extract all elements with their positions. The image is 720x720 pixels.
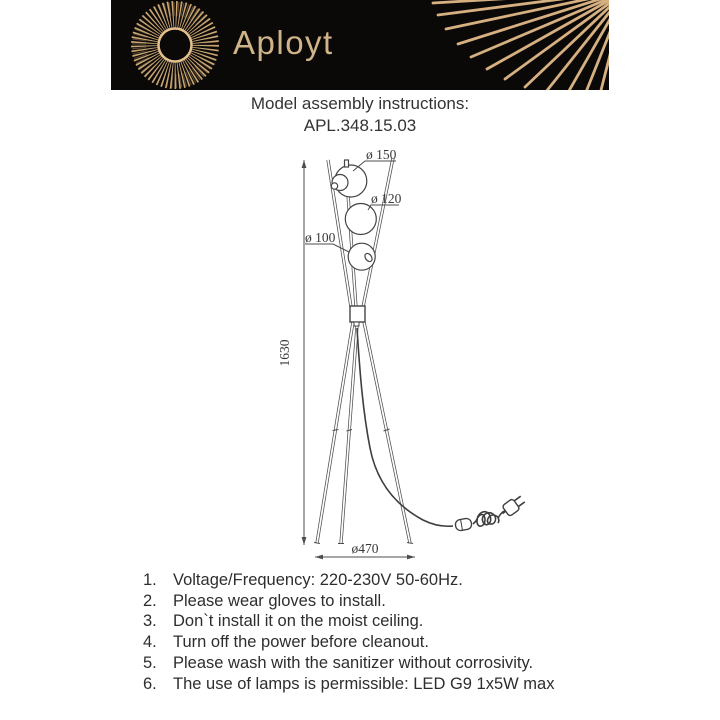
item-number: 3. <box>143 612 157 631</box>
item-text: The use of lamps is permissible: LED G9 1x5W max <box>173 674 555 693</box>
brand-wordmark: Aployt <box>233 24 334 61</box>
sphere-top-label: ø 150 <box>366 147 397 162</box>
list-item <box>143 653 554 674</box>
item-text: Please wear gloves to install. <box>173 591 386 610</box>
height-dimension-label: 1630 <box>277 339 292 367</box>
cable-coil <box>476 512 499 526</box>
item-text: Don`t install it on the moist ceiling. <box>173 612 424 631</box>
sunburst-logo-icon <box>130 0 220 90</box>
title-line2-model-number: APL.348.15.03 <box>303 115 417 135</box>
item-number: 6. <box>143 674 157 693</box>
height-dimension <box>302 160 307 545</box>
list-item <box>143 591 554 612</box>
item-number: 4. <box>143 633 157 652</box>
power-plug-icon <box>499 494 527 519</box>
item-number: 2. <box>143 591 157 610</box>
page-title <box>0 93 720 136</box>
item-text: Voltage/Frequency: 220-230V 50-60Hz. <box>173 571 463 589</box>
sphere-middle-label: ø 120 <box>371 191 402 206</box>
stem-tip <box>345 160 349 167</box>
instructions-list <box>143 570 554 694</box>
list-item <box>143 570 554 591</box>
header-banner <box>111 0 609 90</box>
base-dimension-label: ø470 <box>351 541 379 556</box>
rod-knob <box>331 183 337 189</box>
title-line1: Model assembly instructions: <box>250 94 470 113</box>
item-number: 5. <box>143 653 157 672</box>
list-item <box>143 632 554 653</box>
item-text: Turn off the power before cleanout. <box>173 633 429 652</box>
lamp-legs <box>314 322 413 544</box>
item-text: Please wash with the sanitizer without corrosivity. <box>173 653 534 672</box>
list-item <box>143 611 554 632</box>
sphere-middle <box>345 204 376 235</box>
sphere-bottom-label: ø 100 <box>305 230 336 245</box>
item-number: 1. <box>143 571 157 589</box>
lamp-technical-drawing <box>265 140 535 575</box>
list-item <box>143 674 554 695</box>
power-cable <box>357 328 505 526</box>
inline-switch <box>455 518 473 532</box>
